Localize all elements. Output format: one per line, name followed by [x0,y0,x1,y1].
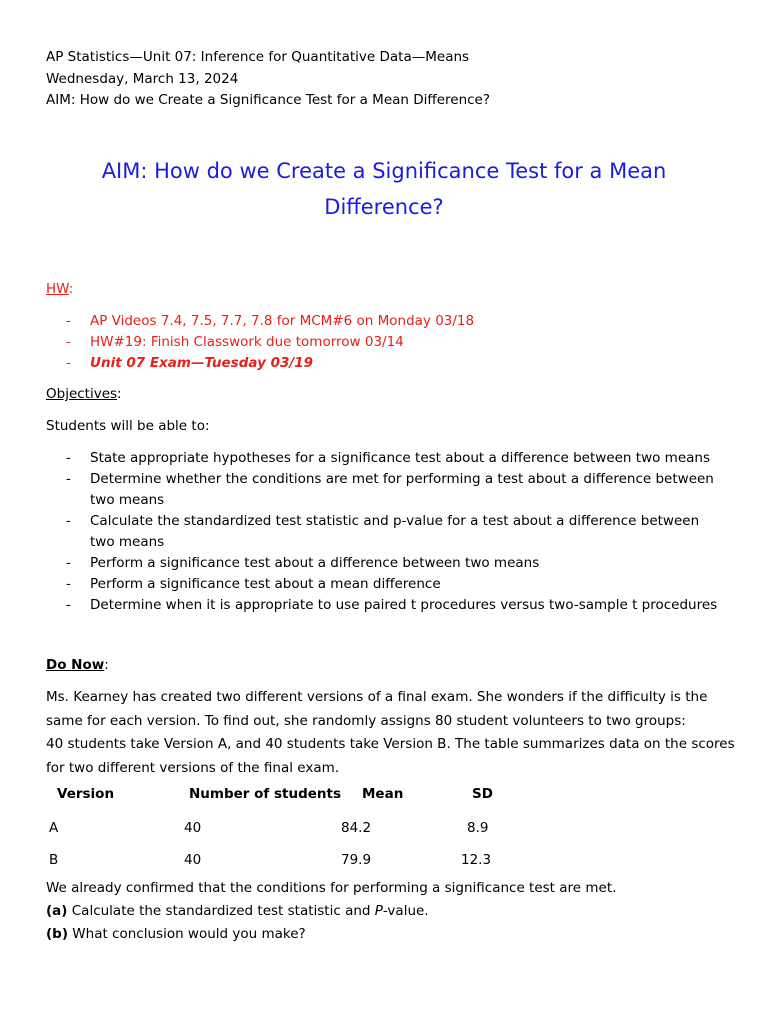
objective-text: Determine whether the conditions are met for performing a test about a difference between two means [90,471,714,508]
table-header-mean: Mean [362,786,404,802]
table-cell: 8.9 [467,820,489,836]
hw-item [66,311,474,332]
hw-heading [46,281,73,297]
table-cell: B [49,852,59,868]
table-cell: 40 [184,852,202,868]
do-now-label: Do Now [46,657,105,673]
hw-item [66,353,474,374]
table-header-version: Version [57,786,115,802]
objectives-intro: Students will be able to: [46,418,210,434]
question-a [46,903,429,919]
objectives-heading [46,386,122,402]
aim-title: AIM: How do we Create a Significance Test for a Mean Difference? [101,159,667,219]
table-header-sd: SD [472,786,493,802]
objective-item [66,574,726,595]
date-line: Wednesday, March 13, 2024 [46,71,239,87]
table-header-number: Number of students [189,786,342,802]
course-header: AP Statistics—Unit 07: Inference for Quantitative Data—Means [46,49,470,65]
do-now-paragraph-1: Ms. Kearney has created two different versions of a final exam. She wonders if the difficulty is the same for each version. To find out, she randomly assigns 80 student volunteers to two groups: [46,689,708,729]
hw-item [66,332,474,353]
table-cell: 79.9 [341,852,372,868]
question-b-text: What conclusion would you make? [68,926,306,942]
dash-marker: - [66,450,71,466]
objectives-label: Objectives [46,386,118,402]
do-now-paragraph-2: 40 students take Version A, and 40 students take Version B. The table summarizes data on the scores for two different versions of the final exam. [46,736,735,776]
question-b-label: (b) [46,926,69,942]
hw-label: HW [46,281,69,297]
objective-item [66,448,726,469]
question-a-text-end: -value. [382,903,429,919]
objective-text: State appropriate hypotheses for a significance test about a difference between two means [90,450,710,466]
objective-item [66,595,726,616]
do-now-colon: : [104,657,109,673]
hw-colon: : [68,281,74,297]
dash-marker: - [66,334,71,350]
dash-marker: - [66,597,71,613]
hw-item-text: Unit 07 Exam—Tuesday 03/19 [90,355,314,371]
dash-marker: - [66,555,71,571]
hw-item-text: HW#19: Finish Classwork due tomorrow 03/14 [90,334,404,350]
dash-marker: - [66,355,71,371]
dash-marker: - [66,313,71,329]
question-b [46,926,306,942]
table-cell: 40 [184,820,202,836]
dash-marker: - [66,513,71,529]
hw-list [66,311,474,374]
do-now-heading [46,657,109,673]
question-a-label: (a) [46,903,68,919]
aim-header-line: AIM: How do we Create a Significance Test for a Mean Difference? [46,92,491,108]
dash-marker: - [66,471,71,487]
objective-text: Perform a significance test about a difference between two means [90,555,540,571]
objective-text: Perform a significance test about a mean difference [90,576,441,592]
question-a-italic: P [374,903,383,919]
objective-text: Determine when it is appropriate to use paired t procedures versus two-sample t procedures [90,597,718,613]
dash-marker: - [66,576,71,592]
objective-item [66,469,726,511]
hw-item-text: AP Videos 7.4, 7.5, 7.7, 7.8 for MCM#6 on Monday 03/18 [90,313,475,329]
conditions-confirmed-text: We already confirmed that the conditions for performing a significance test are met. [46,880,617,896]
objectives-colon: : [117,386,122,402]
table-cell: 84.2 [341,820,372,836]
objective-item [66,511,726,553]
objective-text: Calculate the standardized test statistic and p-value for a test about a difference between two means [90,513,700,550]
objective-item [66,553,726,574]
table-cell: A [49,820,59,836]
objectives-list [66,448,726,616]
question-a-text: Calculate the standardized test statistic and [67,903,375,919]
table-cell: 12.3 [461,852,492,868]
